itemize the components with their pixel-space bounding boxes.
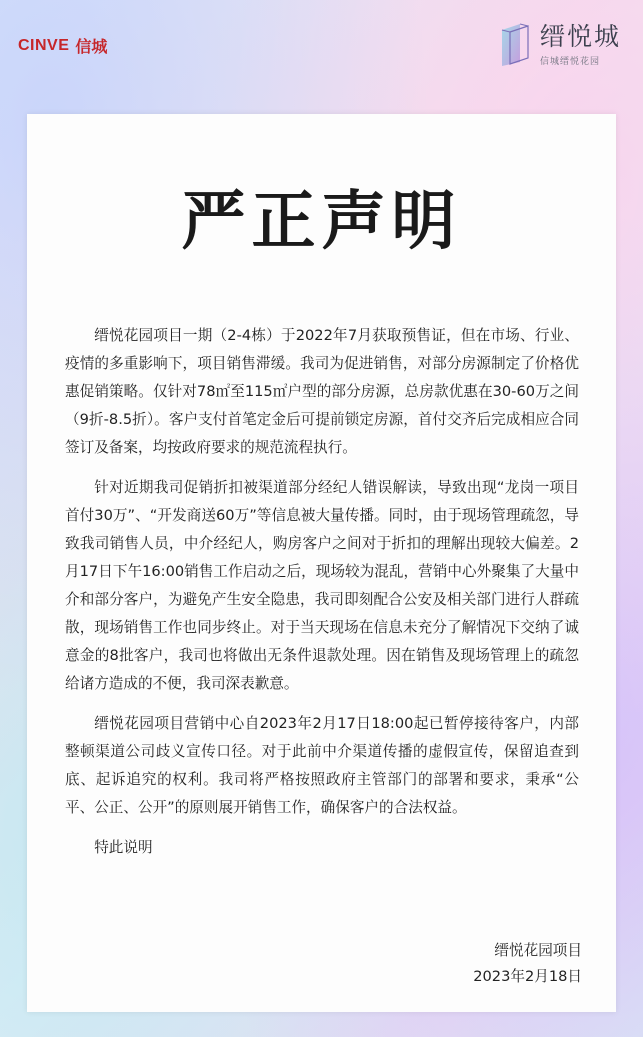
statement-signature <box>473 938 582 990</box>
statement-closing: 特此说明 <box>94 839 153 856</box>
statement-title: 严正声明 <box>181 184 462 259</box>
cinve-logo-en: CINVE <box>18 36 70 54</box>
cinve-logo <box>18 34 107 57</box>
statement-paragraph: 针对近期我司促销折扣被渠道部分经纪人错误解读，导致出现“龙岗一项目首付30万”、“开发商送60万”等信息被大量传播。同时，由于现场管理疏忽，导致我司销售人员，中介经纪人，购房客户之间对于折扣的理解出现较大偏差。2月17日下午16:00销售工作启动之后，现场较为混乱，营销中心外聚集了大量中介和部分客户，为避免产生安全隐患，我司即刻配合公安及相关部门进行人群疏散，现场销售工作也同步终止。对于当天现场在信息未充分了解情况下交纳了诚意金的8批客户，我司也将做出无条件退款处理。因在销售及现场管理上的疏忽给诸方造成的不便，我司深表歉意。 <box>65 479 579 692</box>
signature-org: 缙悦花园项目 <box>494 942 582 959</box>
signature-date: 2023年2月18日 <box>473 968 582 985</box>
brand-name: 缙悦城 <box>539 22 621 51</box>
brand-subtitle: 信城缙悦花园 <box>539 57 600 67</box>
brand-cube-icon <box>498 22 532 68</box>
statement-body <box>65 322 579 862</box>
statement-paper <box>27 114 616 1012</box>
brand-logo <box>498 22 621 68</box>
cinve-logo-cn: 信城 <box>75 37 108 56</box>
statement-paragraph: 缙悦花园项目一期（2-4栋）于2022年7月获取预售证，但在市场、行业、疫情的多重影响下，项目销售滞缓。我司为促进销售，对部分房源制定了价格优惠促销策略。仅针对78㎡至115㎡户型的部分房源，总房款优惠在30-60万之间（9折-8.5折）。客户支付首笔定金后可提前锁定房源，首付交齐后完成相应合同签订及备案，均按政府要求的规范流程执行。 <box>65 327 579 456</box>
statement-paragraph: 缙悦花园项目营销中心自2023年2月17日18:00起已暂停接待客户，内部整顿渠道公司歧义宣传口径。对于此前中介渠道传播的虚假宣传，保留追查到底、起诉追究的权利。我司将严格按照政府主管部门的部署和要求，秉承“公平、公正、公开”的原则展开销售工作，确保客户的合法权益。 <box>65 715 579 816</box>
